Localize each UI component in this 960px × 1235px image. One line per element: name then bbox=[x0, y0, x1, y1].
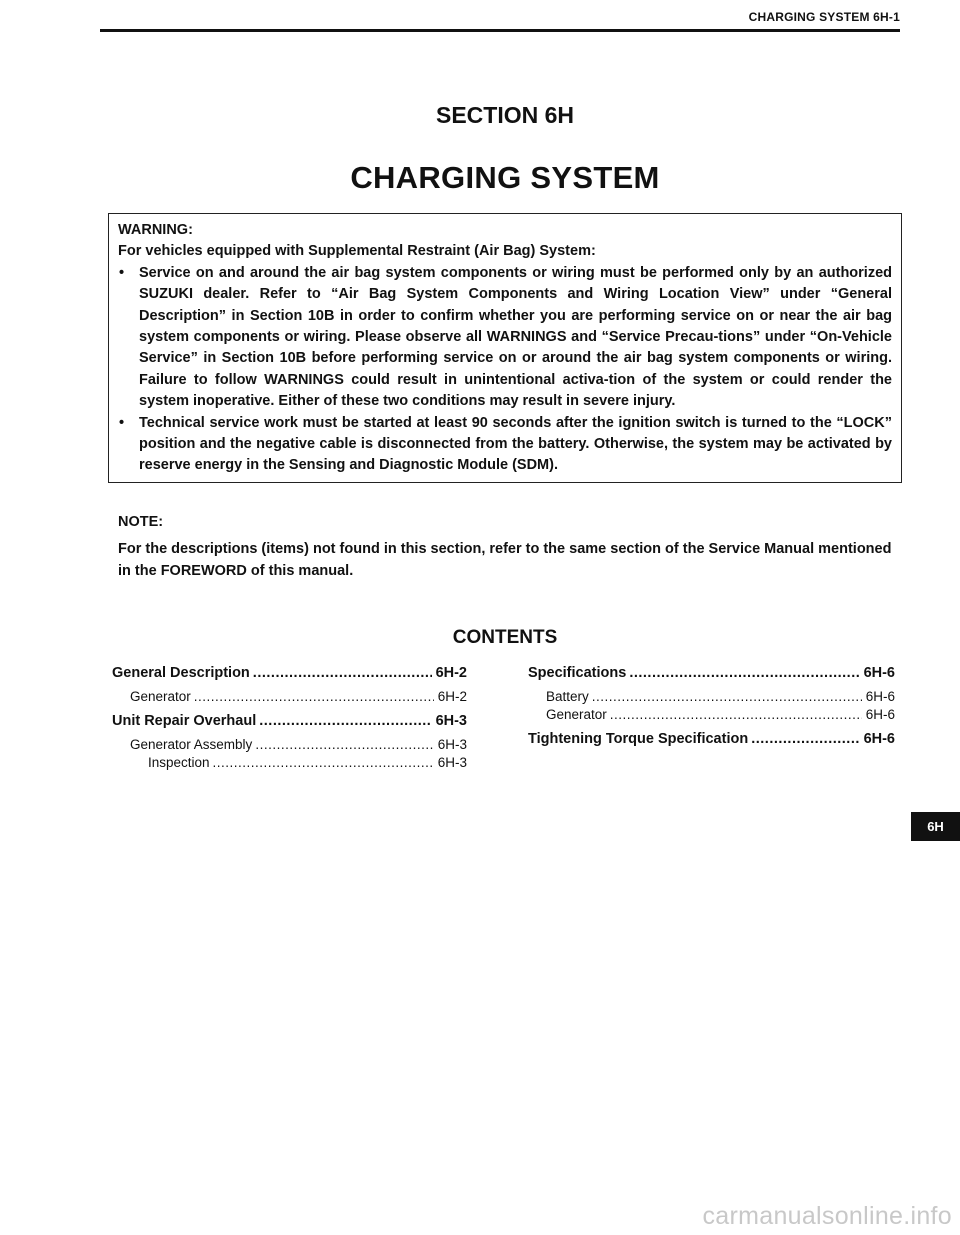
toc-entry-page: 6H-6 bbox=[865, 689, 895, 704]
toc-leader-dots bbox=[610, 706, 862, 724]
toc-entry[interactable] bbox=[528, 688, 895, 706]
toc-entry[interactable] bbox=[112, 688, 467, 706]
toc-entry-page: 6H-3 bbox=[437, 755, 467, 770]
header-rule bbox=[100, 29, 900, 32]
toc-entry-label: General Description bbox=[112, 665, 250, 681]
toc-entry-page: 6H-6 bbox=[865, 707, 895, 722]
toc-entry-page: 6H-2 bbox=[435, 665, 467, 681]
toc-entry-label: Generator Assembly bbox=[130, 737, 253, 752]
note-heading: NOTE: bbox=[118, 514, 164, 530]
section-side-tab: 6H bbox=[911, 812, 960, 841]
toc-entry[interactable] bbox=[112, 736, 467, 754]
warning-heading: WARNING: bbox=[118, 222, 193, 238]
running-header: CHARGING SYSTEM 6H-1 bbox=[748, 10, 900, 24]
toc-entry-label: Inspection bbox=[148, 755, 210, 770]
toc-entry[interactable] bbox=[112, 754, 467, 772]
toc-entry-label: Generator bbox=[130, 689, 191, 704]
contents-heading: CONTENTS bbox=[452, 627, 558, 648]
toc-entry[interactable] bbox=[528, 662, 895, 684]
toc-entry-page: 6H-6 bbox=[863, 731, 895, 747]
toc-entry-label: Unit Repair Overhaul bbox=[112, 713, 257, 729]
toc-entry-label: Generator bbox=[546, 707, 607, 722]
section-label: SECTION 6H bbox=[435, 102, 575, 128]
toc-entry-label: Battery bbox=[546, 689, 589, 704]
warning-list bbox=[118, 263, 892, 477]
toc-leader-dots bbox=[194, 688, 434, 706]
toc-leader-dots bbox=[213, 754, 434, 772]
toc-entry-page: 6H-2 bbox=[437, 689, 467, 704]
toc-entry-label: Specifications bbox=[528, 665, 627, 681]
toc-entry-label: Tightening Torque Specification bbox=[528, 731, 749, 747]
toc-entry[interactable] bbox=[112, 662, 467, 684]
toc-leader-dots bbox=[253, 662, 432, 684]
page-title: CHARGING SYSTEM bbox=[350, 160, 660, 195]
toc-leader-dots bbox=[592, 688, 862, 706]
toc-entry[interactable] bbox=[528, 728, 895, 750]
warning-box bbox=[108, 213, 902, 483]
toc-leader-dots bbox=[751, 728, 859, 750]
warning-bullet: • Service on and around the air bag system components or wiring must be performed only by an authorized SUZUKI dealer. Refer to “Air Bag System Components and Wiring Location View” under “General Description” in Section 10B in order to confirm whether you are performing service on or near the air bag system components or wiring. Please observe all WARNINGS and “Service Precau-tions” under “On-Vehicle Service” in Section 10B before performing service on or around the air bag system components or wiring. Failure to follow WARNINGS could result in unintentional activa-tion of the system or could render the system inoperative. Either of these two conditions may result in severe injury. bbox=[118, 263, 892, 413]
watermark: carmanualsonline.info bbox=[702, 1202, 952, 1230]
toc-left-column bbox=[112, 662, 467, 772]
toc-entry[interactable] bbox=[112, 710, 467, 732]
toc-leader-dots bbox=[259, 710, 431, 732]
note-text: For the descriptions (items) not found in this section, refer to the same section of the Service Manual mentioned in the FOREWORD of this manual. bbox=[118, 541, 892, 579]
toc-entry[interactable] bbox=[528, 706, 895, 724]
toc-leader-dots bbox=[255, 736, 433, 754]
toc-entry-page: 6H-3 bbox=[435, 713, 467, 729]
warning-bullet: • Technical service work must be started at least 90 seconds after the ignition switch is turned to the “LOCK” position and the negative cable is disconnected from the battery. Otherwise, the system may be activated by reserve energy in the Sensing and Diagnostic Module (SDM). bbox=[118, 413, 892, 477]
toc-leader-dots bbox=[629, 662, 859, 684]
toc-entry-page: 6H-6 bbox=[863, 665, 895, 681]
note-block bbox=[118, 512, 894, 582]
toc-entry-page: 6H-3 bbox=[437, 737, 467, 752]
toc-right-column bbox=[528, 662, 895, 750]
warning-intro: For vehicles equipped with Supplemental Restraint (Air Bag) System: bbox=[118, 243, 596, 260]
